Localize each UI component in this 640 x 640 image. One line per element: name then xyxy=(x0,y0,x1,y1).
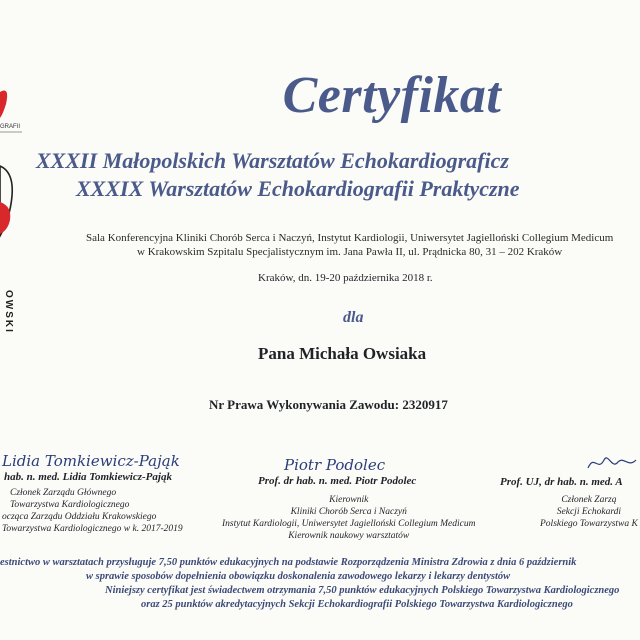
workshop-heading-2: XXXIX Warsztatów Echokardiografii Praktyczne xyxy=(76,176,520,201)
signatory-1-role: Członek Zarządu Głównego xyxy=(10,488,117,498)
recipient-name: Pana Michała Owsiaka xyxy=(258,344,427,363)
venue-line-1: Sala Konferencyjna Kliniki Chorób Serca i Naczyń, Instytut Kardiologii, Uniwersytet Jagielloński Collegium Medicum xyxy=(86,232,614,244)
for-label: dla xyxy=(343,309,364,326)
signatory-3-role: Członek Zarzą xyxy=(561,495,617,505)
venue-line-2: w Krakowskim Szpitalu Specjalistycznym im. Jana Pawła II, ul. Prądnicka 80, 31 – 202 Kraków xyxy=(137,246,563,258)
signatory-2-role: Kierownik xyxy=(329,495,369,505)
certificate-title: Certyfikat xyxy=(282,67,502,124)
signatory-1-role: ocząca Zarządu Oddziału Krakowskiego xyxy=(2,512,157,522)
signatory-2-roles xyxy=(222,494,475,542)
signatory-3-roles xyxy=(540,494,638,530)
footer-line-2: w sprawie sposobów dopełnienia obowiązku doskonalenia zawodowego lekarzy i lekarzy dentystów xyxy=(86,571,511,582)
signatory-2-name: Prof. dr hab. n. med. Piotr Podolec xyxy=(258,475,417,487)
heart-logo xyxy=(0,70,34,360)
footer-line-3: Niniejszy certyfikat jest świadectwem otrzymania 7,50 punktów edukacyjnych Polskiego Towarzystwa Kardiologicznego xyxy=(105,585,620,596)
footer-line-1: estnictwo w warsztatach przysługuje 7,50 punktów edukacyjnych na podstawie Rozporządzenia Ministra Zdrowia z dnia 6 październik xyxy=(0,557,577,568)
workshop-heading-1: XXXII Małopolskich Warsztatów Echokardiograficz xyxy=(36,148,509,173)
footer-line-4: oraz 25 punktów akredytacyjnych Sekcji Echokardiografii Polskiego Towarzystwa Kardiologicznego xyxy=(141,599,573,610)
signatory-2-role: Kierownik naukowy warsztatów xyxy=(288,531,410,541)
signatory-1-roles xyxy=(2,487,183,535)
place-date: Kraków, dn. 19-20 października 2018 r. xyxy=(258,272,433,284)
signatory-3-role: Sekcji Echokardi xyxy=(556,507,622,517)
signatory-1-name: hab. n. med. Lidia Tomkiewicz-Pająk xyxy=(4,471,172,483)
signatory-1-role: Towarzystwa Kardiologicznego w k. 2017-2019 xyxy=(2,524,183,534)
license-number: Nr Prawa Wykonywania Zawodu: 2320917 xyxy=(209,397,448,412)
svg-text:Lidia Tomkiewicz-Pająk: Lidia Tomkiewicz-Pająk xyxy=(2,452,180,470)
red-heart-icon xyxy=(0,91,7,119)
signatory-2-role: Kliniki Chorób Serca i Naczyń xyxy=(290,507,407,517)
signatory-1-role: Towarzystwa Kardiologicznego xyxy=(10,500,130,510)
signatory-2-role: Instytut Kardiologii, Uniwersytet Jagielloński Collegium Medicum xyxy=(222,519,476,529)
signatory-3-name: Prof. UJ, dr hab. n. med. A xyxy=(500,476,623,488)
signature-3 xyxy=(584,450,640,476)
signatory-3-role: Polskiego Towarzystwa K xyxy=(540,519,638,529)
logo-vertical-text: OWSKI xyxy=(3,290,14,334)
red-emblem-fill-icon xyxy=(0,202,10,234)
logo-partial-text: GRAFII xyxy=(0,124,21,130)
svg-text:Piotr Podolec: Piotr Podolec xyxy=(284,456,386,474)
